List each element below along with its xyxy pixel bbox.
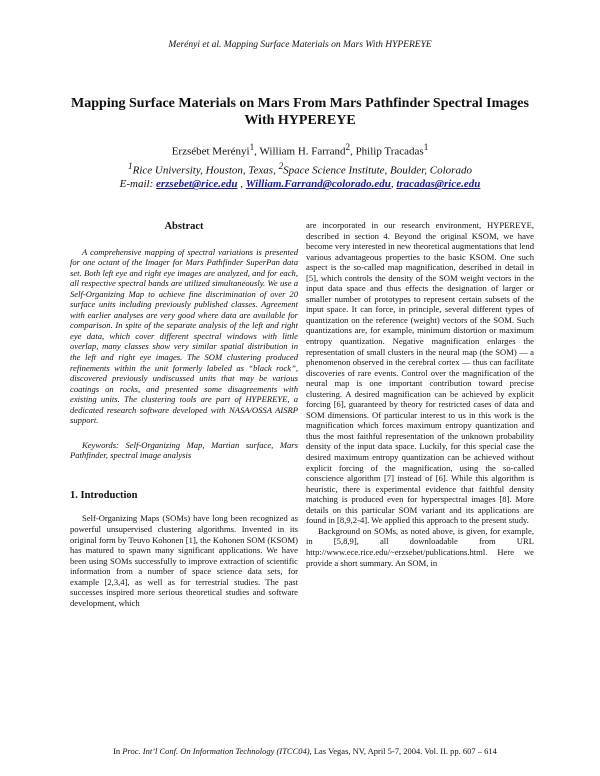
section-heading-introduction: 1. Introduction (70, 489, 138, 501)
keywords: Keywords: Self-Organizing Map, Martian surface, Mars Pathfinder, spectral image analysis (70, 439, 298, 461)
running-head: Merényi et al. Mapping Surface Materials on Mars With HYPEREYE (168, 40, 432, 50)
abstract-text: A comprehensive mapping of spectral variations is presented for one octant of the Imager for Mars Pathfinder SuperPan data set. Both left eye and right eye images are analyzed, and for each, all respective spectral bands are utilized simultaneously. We use a Self-Organizing Map to achieve fine discrimination of over 20 surface units including previously published classes. Agreement with earlier analyses are very good where data are available for comparison. In spite of the separate analysis of the left and right eye data, which cover different spectral windows with little overlap, many classes show very similar spatial distribution in the left and right eye images. The SOM clustering produced refinements within the unit formerly labeled as “black rock”, discovered previously undiscussed units that may be various coatings on rocks, and presented some disagreements with existing units. The clustering tools are part of HYPEREYE, a dedicated research software developed with NASA/OSSA AISRP support. (70, 246, 298, 426)
abstract-heading: Abstract (164, 221, 204, 232)
publication-footer (70, 746, 540, 756)
email-link-farrand[interactable]: William.Farrand@colorado.edu (245, 178, 391, 191)
introduction-paragraph: Self-Organizing Maps (SOMs) have long been recognized as powerful unsupervised clustering algorithms. Invented in its original form by Teuvo Kohonen [1], the Kohonen SOM (KSOM) has matured to spawn many significant applications. We have been using SOMs successfully to improve extraction of scientific information from a number of space science data sets, for example [2,3,4], as well as for terrestrial studies. The past successes inspired more serious theoretical studies and software development, which (70, 513, 298, 608)
footer-prefix: In (113, 746, 123, 756)
author-name: Erzsébet Merényi (171, 145, 250, 158)
footer-details: , Las Vegas, NV, April 5-7, 2004. Vol. II. pp. 607 – 614 (309, 746, 497, 756)
email-link-tracadas[interactable]: tracadas@rice.edu (396, 178, 481, 191)
author-list (40, 140, 560, 159)
right-column (306, 220, 534, 568)
body-paragraph: Background on SOMs, as noted above, is given, for example, in [5,8,9], all downloadable from URL http://www.ece.rice.edu/~erzsebet/publications.html. Here we provide a short summary. An SOM, in (306, 525, 534, 568)
author-separator: , (254, 145, 260, 158)
body-paragraph: are incorporated in our research environment, HYPEREYE, described in section 4. Beyond the original KSOM, we have become very interested in new theoretical augmentations that lend various advantageous properties to the basic KSOM. One such aspect is the so-called map magnification, described in detail in [5], which controls the density of the SOM weight vectors in the input data space and thus effects the designation of larger or smaller number of prototypes to represent certain subsets of the input space. It can force, in principle, several different types of quantization on the reference (weight) vectors of the SOM. Such quantizations are, for example, minimum distortion or maximum entropy quantization. Negative magnification enlarges the representation of small clusters in the neural map (the SOM) — a phenomenon observed in the cerebral cortex — thus can facilitate discoveries of rare events. Control over the magnification of the neural map is one important contribution toward precise clustering. A desired magnification can be achieved by explicit forcing [6], guaranteed by theory for restricted cases of data and SOM dimensions. Of particular interest to us in this work is the magnification which forces maximum entropy quantization and thus the most faithful representation of the unknown probability density of the input data space. Luckily, for this special case the desired maximum entropy quantization can be achieved without explicit forcing of the magnification, using the so-called conscience algorithm [7] instead of [6]. While this algorithm is heuristic, there is experimental evidence that faithful density matching is produced even for hyperspectral images [8]. More details on this particular SOM variant and its applications are found in [8,9,2-4]. We applied this approach to the present study. (306, 220, 534, 526)
author-block (40, 140, 560, 191)
footer-proceedings: Proc. Int’l Conf. On Information Technology (ITCC04) (122, 746, 310, 756)
author-name: Philip Tracadas (355, 145, 424, 158)
affiliations (40, 159, 560, 178)
affiliation-marker: 2 (278, 160, 284, 171)
left-column (70, 220, 298, 608)
email-separator: , (237, 178, 246, 191)
affiliation-text: Space Science Institute, Boulder, Colorado (283, 164, 472, 177)
affiliation-marker: 1 (128, 160, 133, 171)
paper-title: Mapping Surface Materials on Mars From Mars Pathfinder Spectral Images With HYPEREYE (71, 96, 529, 128)
author-affiliation-marker: 1 (423, 142, 429, 152)
author-affiliation-marker: 1 (249, 142, 255, 152)
author-separator: , (350, 145, 356, 158)
affiliation-text: Rice University, Houston, Texas, (132, 164, 279, 177)
email-list (40, 177, 560, 191)
author-name: William H. Farrand (259, 145, 346, 158)
author-affiliation-marker: 2 (345, 142, 351, 152)
email-label: E-mail: (119, 178, 156, 191)
email-link-merenyi[interactable]: erzsebet@rice.edu (155, 178, 238, 191)
email-separator: , (390, 178, 397, 191)
